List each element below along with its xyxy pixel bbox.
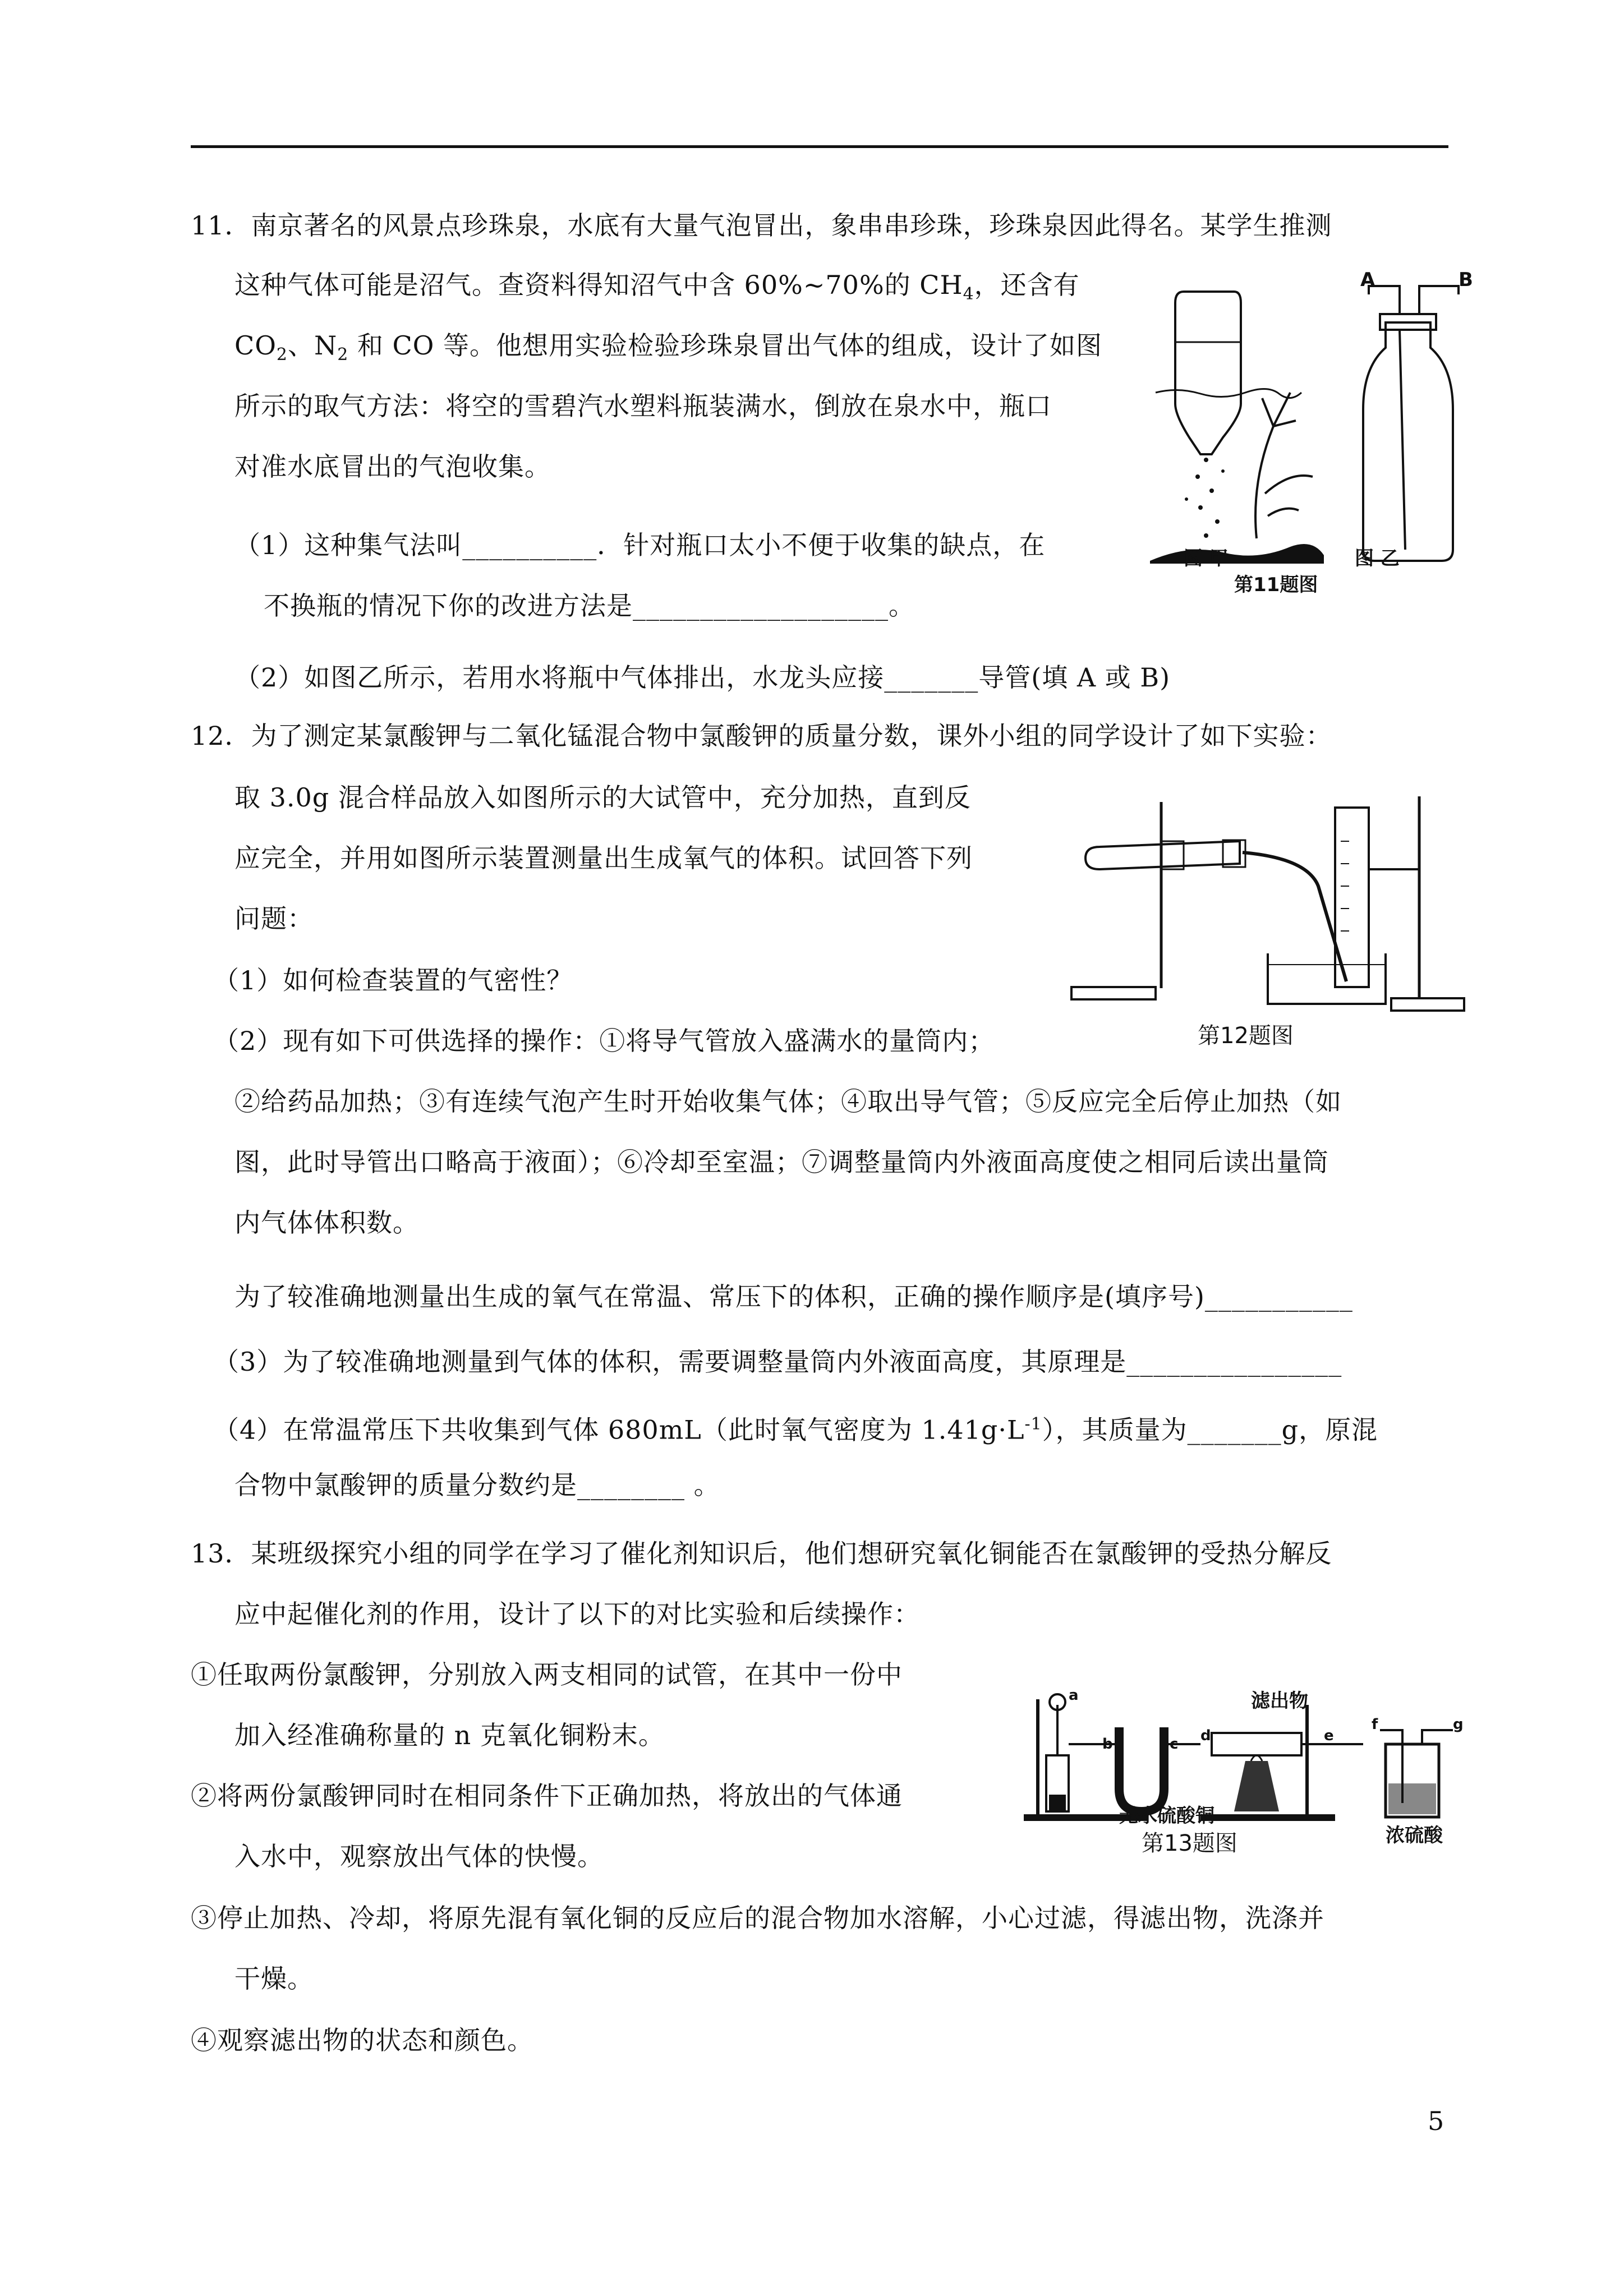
q13-label-lv: 滤出物	[1251, 1690, 1308, 1712]
q13-step-1a: ①任取两份氯酸钾，分别放入两支相同的试管，在其中一份中	[191, 1659, 903, 1690]
header-rule	[191, 145, 1448, 148]
q13-figure-caption: 第13题图	[1142, 1831, 1237, 1856]
q13-letter-e: e	[1324, 1727, 1334, 1744]
q11-part-2: （2）如图乙所示，若用水将瓶中气体排出，水龙头应接_______导管(填 A 或 B)	[234, 662, 1171, 693]
q11-label-b: B	[1459, 269, 1473, 291]
q11-line-1: 11．南京著名的风景点珍珠泉，水底有大量气泡冒出，象串串珍珠，珍珠泉因此得名。某学生推测	[191, 210, 1332, 241]
q12-part-1: （1）如何检查装置的气密性？	[213, 965, 573, 995]
q13-step-3b: 干燥。	[234, 1963, 314, 1994]
q13-letter-g: g	[1453, 1716, 1464, 1733]
q12-part-2c: 图，此时导管出口略高于液面）；⑥冷却至室温；⑦调整量筒内外液面高度使之相同后读出量筒	[234, 1147, 1329, 1177]
q13-step-2b: 入水中，观察放出气体的快慢。	[234, 1841, 604, 1871]
q12-figure	[1055, 785, 1487, 1021]
q11-label-jia: 图 甲	[1184, 547, 1229, 570]
q11-line-4: 所示的取气方法：将空的雪碧汽水塑料瓶装满水，倒放在泉水中，瓶口	[234, 391, 1052, 421]
q13-step-3a: ③停止加热、冷却，将原先混有氧化铜的反应后的混合物加水溶解，小心过滤，得滤出物，洗涤并	[191, 1903, 1324, 1933]
q11-figure	[1144, 269, 1492, 583]
q11-line-2: 这种气体可能是沼气。查资料得知沼气中含 60%~70%的 $CH_4$，还含有	[234, 270, 1080, 305]
q12-line-3: 应完全，并用如图所示装置测量出生成氧气的体积。试回答下列	[234, 843, 973, 873]
q11-figure-caption: 第11题图	[1234, 574, 1318, 596]
q12-part-2d: 内气体体积数。	[234, 1207, 419, 1238]
q12-figure-caption: 第12题图	[1198, 1023, 1294, 1049]
q11-line-3: $CO_2$、$N_2$ 和 CO 等。他想用实验检验珍珠泉冒出气体的组成，设计了如图	[234, 330, 1103, 365]
q13-step-4: ④观察滤出物的状态和颜色。	[191, 2025, 533, 2055]
q12-part-2a: （2）现有如下可供选择的操作：①将导气管放入盛满水的量筒内；	[213, 1026, 995, 1056]
q11-label-a: A	[1360, 269, 1375, 291]
q12-line-2: 取 3.0g 混合样品放入如图所示的大试管中，充分加热，直到反	[234, 782, 971, 813]
q12-line-1: 12．为了测定某氯酸钾与二氧化锰混合物中氯酸钾的质量分数，课外小组的同学设计了如下实验：	[191, 721, 1332, 751]
q13-letter-c: c	[1170, 1736, 1179, 1753]
q12-part-4b: 合物中氯酸钾的质量分数约是________ 。	[234, 1470, 720, 1500]
q13-step-2a: ②将两份氯酸钾同时在相同条件下正确加热，将放出的气体通	[191, 1781, 903, 1811]
q12-part-4a: （4）在常温常压下共收集到气体 680mL（此时氧气密度为 $1.41g\cdot L^{-1}$），其质量为_______g，原混	[213, 1414, 1378, 1445]
q13-letter-f: f	[1372, 1716, 1378, 1733]
page-number: 5	[1428, 2106, 1444, 2136]
q12-part-3: （3）为了较准确地测量到气体的体积，需要调整量筒内外液面高度，其原理是________________	[213, 1347, 1342, 1377]
q12-line-4: 问题：	[234, 903, 314, 934]
q13-letter-a: a	[1069, 1687, 1079, 1704]
q13-letter-b: b	[1102, 1736, 1113, 1753]
q13-line-1: 13．某班级探究小组的同学在学习了催化剂知识后，他们想研究氧化铜能否在氯酸钾的受热分解反	[191, 1538, 1332, 1569]
q13-figure	[1015, 1682, 1464, 1834]
q13-label-nong: 浓硫酸	[1386, 1824, 1443, 1847]
q11-part-1b: 不换瓶的情况下你的改进方法是___________________。	[264, 591, 915, 621]
q13-letter-d: d	[1200, 1727, 1211, 1744]
q11-part-1a: （1）这种集气法叫__________．针对瓶口太小不便于收集的缺点，在	[234, 530, 1046, 560]
q12-part-2b: ②给药品加热；③有连续气泡产生时开始收集气体；④取出导气管；⑤反应完全后停止加热（如	[234, 1086, 1342, 1117]
q13-label-wushui: 无水硫酸铜	[1119, 1805, 1214, 1827]
q13-line-2: 应中起催化剂的作用，设计了以下的对比实验和后续操作：	[234, 1599, 920, 1629]
q13-step-1b: 加入经准确称量的 n 克氧化铜粉末。	[234, 1720, 665, 1750]
q12-part-2e: 为了较准确地测量出生成的氧气在常温、常压下的体积，正确的操作顺序是(填序号)___________	[234, 1281, 1353, 1312]
q11-line-5: 对准水底冒出的气泡收集。	[234, 451, 551, 482]
q11-label-yi: 图 乙	[1355, 547, 1400, 570]
